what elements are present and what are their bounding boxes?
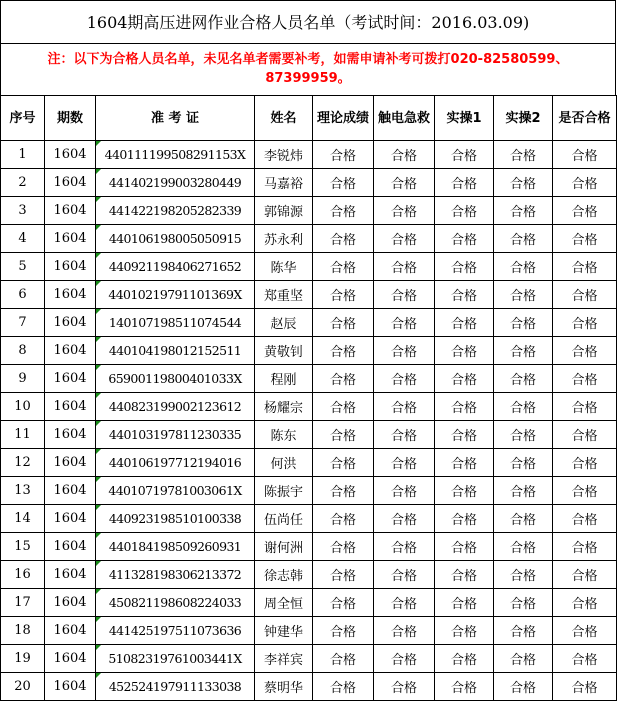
col-header-pass[interactable]: 是否合格 [553, 96, 617, 141]
cell-cert[interactable]: 44010219791101369X [96, 281, 255, 309]
cell-cert[interactable]: 440111199508291153X [96, 141, 255, 169]
cell-pass[interactable]: 合格 [553, 645, 617, 673]
cell-theory[interactable]: 合格 [313, 561, 374, 589]
col-header-theory[interactable]: 理论成绩 [313, 96, 374, 141]
cell-shock[interactable]: 合格 [374, 533, 435, 561]
cell-op1[interactable]: 合格 [435, 281, 494, 309]
cell-op1[interactable]: 合格 [435, 617, 494, 645]
cell-cert[interactable]: 411328198306213372 [96, 561, 255, 589]
cell-cert[interactable]: 440921198406271652 [96, 253, 255, 281]
col-header-op2[interactable]: 实操2 [494, 96, 553, 141]
cell-op2[interactable]: 合格 [494, 393, 553, 421]
cell-cert[interactable]: 440106198005050915 [96, 225, 255, 253]
cell-cert[interactable]: 440823199002123612 [96, 393, 255, 421]
col-header-cert[interactable]: 准 考 证 [96, 96, 255, 141]
cell-seq[interactable]: 13 [1, 477, 45, 505]
cell-pass[interactable]: 合格 [553, 309, 617, 337]
cell-pass[interactable]: 合格 [553, 589, 617, 617]
cell-seq[interactable]: 7 [1, 309, 45, 337]
cell-theory[interactable]: 合格 [313, 617, 374, 645]
cell-op2[interactable]: 合格 [494, 253, 553, 281]
cell-pass[interactable]: 合格 [553, 225, 617, 253]
cell-period[interactable]: 1604 [45, 673, 96, 701]
cell-seq[interactable]: 20 [1, 673, 45, 701]
table-row [1, 449, 617, 477]
cell-op1[interactable]: 合格 [435, 477, 494, 505]
cell-seq[interactable]: 3 [1, 197, 45, 225]
cell-op2[interactable]: 合格 [494, 449, 553, 477]
cell-cert[interactable]: 44010719781003061X [96, 477, 255, 505]
cell-op2[interactable]: 合格 [494, 141, 553, 169]
cell-seq[interactable]: 4 [1, 225, 45, 253]
cell-pass[interactable]: 合格 [553, 281, 617, 309]
cell-op2[interactable]: 合格 [494, 645, 553, 673]
cell-period[interactable]: 1604 [45, 589, 96, 617]
cell-shock[interactable]: 合格 [374, 589, 435, 617]
cell-cert[interactable]: 440103197811230335 [96, 421, 255, 449]
table-row [1, 169, 617, 197]
cell-pass[interactable]: 合格 [553, 421, 617, 449]
cell-op1[interactable]: 合格 [435, 141, 494, 169]
cell-op2[interactable]: 合格 [494, 617, 553, 645]
table-row [1, 533, 617, 561]
cell-op1[interactable]: 合格 [435, 589, 494, 617]
cell-cert[interactable]: 441422198205282339 [96, 197, 255, 225]
cell-period[interactable]: 1604 [45, 421, 96, 449]
cell-cert[interactable]: 452524197911133038 [96, 673, 255, 701]
cell-pass[interactable]: 合格 [553, 617, 617, 645]
cell-op1[interactable]: 合格 [435, 197, 494, 225]
cell-period[interactable]: 1604 [45, 645, 96, 673]
cell-seq[interactable]: 19 [1, 645, 45, 673]
cell-op2[interactable]: 合格 [494, 589, 553, 617]
cell-op2[interactable]: 合格 [494, 561, 553, 589]
cell-shock[interactable]: 合格 [374, 421, 435, 449]
cell-cert[interactable]: 450821198608224033 [96, 589, 255, 617]
cell-seq[interactable]: 18 [1, 617, 45, 645]
cell-shock[interactable]: 合格 [374, 253, 435, 281]
cell-seq[interactable]: 12 [1, 449, 45, 477]
table-row [1, 365, 617, 393]
cell-op2[interactable]: 合格 [494, 169, 553, 197]
col-header-name[interactable]: 姓名 [255, 96, 313, 141]
cell-op1[interactable]: 合格 [435, 309, 494, 337]
cell-seq[interactable]: 10 [1, 393, 45, 421]
notice-text[interactable]: 注：以下为合格人员名单，未见名单者需要补考，如需申请补考可拨打020-82580599、87399959。 [0, 43, 616, 95]
cell-op1[interactable]: 合格 [435, 253, 494, 281]
cell-op1[interactable]: 合格 [435, 337, 494, 365]
cell-shock[interactable]: 合格 [374, 365, 435, 393]
cell-name[interactable]: 苏永利 [255, 225, 313, 253]
cell-cert[interactable]: 65900119800401033X [96, 365, 255, 393]
cell-shock[interactable]: 合格 [374, 393, 435, 421]
table-row [1, 309, 617, 337]
cell-period[interactable]: 1604 [45, 197, 96, 225]
cell-period[interactable]: 1604 [45, 393, 96, 421]
cell-op1[interactable]: 合格 [435, 421, 494, 449]
cell-theory[interactable]: 合格 [313, 225, 374, 253]
cell-op1[interactable]: 合格 [435, 225, 494, 253]
cell-cert[interactable]: 441402199003280449 [96, 169, 255, 197]
cell-theory[interactable]: 合格 [313, 281, 374, 309]
cell-shock[interactable]: 合格 [374, 281, 435, 309]
cell-name[interactable]: 黄敬钊 [255, 337, 313, 365]
cell-seq[interactable]: 8 [1, 337, 45, 365]
cell-period[interactable]: 1604 [45, 281, 96, 309]
cell-shock[interactable]: 合格 [374, 141, 435, 169]
cell-name[interactable]: 谢何洲 [255, 533, 313, 561]
cell-pass[interactable]: 合格 [553, 505, 617, 533]
cell-period[interactable]: 1604 [45, 141, 96, 169]
col-header-period[interactable]: 期数 [45, 96, 96, 141]
cell-shock[interactable]: 合格 [374, 673, 435, 701]
cell-seq[interactable]: 1 [1, 141, 45, 169]
cell-theory[interactable]: 合格 [313, 393, 374, 421]
cell-op1[interactable]: 合格 [435, 169, 494, 197]
table-row [1, 589, 617, 617]
cell-seq[interactable]: 6 [1, 281, 45, 309]
cell-shock[interactable]: 合格 [374, 225, 435, 253]
cell-period[interactable]: 1604 [45, 449, 96, 477]
cell-theory[interactable]: 合格 [313, 169, 374, 197]
cell-name[interactable]: 伍尚任 [255, 505, 313, 533]
cell-theory[interactable]: 合格 [313, 449, 374, 477]
cell-op1[interactable]: 合格 [435, 449, 494, 477]
cell-cert[interactable]: 440184198509260931 [96, 533, 255, 561]
table-row [1, 673, 617, 701]
cell-op2[interactable]: 合格 [494, 337, 553, 365]
cell-shock[interactable]: 合格 [374, 505, 435, 533]
cell-pass[interactable]: 合格 [553, 253, 617, 281]
cell-period[interactable]: 1604 [45, 169, 96, 197]
cell-op1[interactable]: 合格 [435, 673, 494, 701]
cell-cert[interactable]: 440104198012152511 [96, 337, 255, 365]
col-header-op1[interactable]: 实操1 [435, 96, 494, 141]
table-row [1, 141, 617, 169]
cell-cert[interactable]: 441425197511073636 [96, 617, 255, 645]
cell-pass[interactable]: 合格 [553, 673, 617, 701]
header-row [1, 96, 617, 141]
cell-shock[interactable]: 合格 [374, 309, 435, 337]
cell-op2[interactable]: 合格 [494, 365, 553, 393]
table-row [1, 197, 617, 225]
cell-name[interactable]: 郭锦源 [255, 197, 313, 225]
cell-name[interactable]: 赵辰 [255, 309, 313, 337]
cell-name[interactable]: 蔡明华 [255, 673, 313, 701]
cell-seq[interactable]: 11 [1, 421, 45, 449]
cell-op2[interactable]: 合格 [494, 225, 553, 253]
cell-name[interactable]: 李祥宾 [255, 645, 313, 673]
cell-pass[interactable]: 合格 [553, 533, 617, 561]
cell-op2[interactable]: 合格 [494, 673, 553, 701]
cell-name[interactable]: 郑重坚 [255, 281, 313, 309]
cell-shock[interactable]: 合格 [374, 449, 435, 477]
cell-op1[interactable]: 合格 [435, 505, 494, 533]
cell-cert[interactable]: 440923198510100338 [96, 505, 255, 533]
cell-period[interactable]: 1604 [45, 477, 96, 505]
cell-period[interactable]: 1604 [45, 309, 96, 337]
cell-seq[interactable]: 5 [1, 253, 45, 281]
cell-name[interactable]: 何洪 [255, 449, 313, 477]
cell-name[interactable]: 钟建华 [255, 617, 313, 645]
cell-op2[interactable]: 合格 [494, 281, 553, 309]
cell-period[interactable]: 1604 [45, 505, 96, 533]
cell-period[interactable]: 1604 [45, 225, 96, 253]
cell-name[interactable]: 徐志韩 [255, 561, 313, 589]
cell-op2[interactable]: 合格 [494, 477, 553, 505]
cell-pass[interactable]: 合格 [553, 141, 617, 169]
cell-shock[interactable]: 合格 [374, 645, 435, 673]
cell-period[interactable]: 1604 [45, 253, 96, 281]
cell-theory[interactable]: 合格 [313, 365, 374, 393]
cell-theory[interactable]: 合格 [313, 673, 374, 701]
cell-pass[interactable]: 合格 [553, 169, 617, 197]
cell-seq[interactable]: 9 [1, 365, 45, 393]
cell-name[interactable]: 杨耀宗 [255, 393, 313, 421]
cell-shock[interactable]: 合格 [374, 617, 435, 645]
cell-theory[interactable]: 合格 [313, 533, 374, 561]
cell-theory[interactable]: 合格 [313, 589, 374, 617]
col-header-shock[interactable]: 触电急救 [374, 96, 435, 141]
cell-pass[interactable]: 合格 [553, 197, 617, 225]
cell-theory[interactable]: 合格 [313, 253, 374, 281]
cell-pass[interactable]: 合格 [553, 477, 617, 505]
cell-shock[interactable]: 合格 [374, 561, 435, 589]
cell-op2[interactable]: 合格 [494, 533, 553, 561]
cell-theory[interactable]: 合格 [313, 477, 374, 505]
cell-period[interactable]: 1604 [45, 617, 96, 645]
cell-theory[interactable]: 合格 [313, 309, 374, 337]
cell-name[interactable]: 马嘉裕 [255, 169, 313, 197]
cell-cert[interactable]: 140107198511074544 [96, 309, 255, 337]
table-row [1, 617, 617, 645]
pass-list-table [0, 95, 617, 701]
cell-cert[interactable]: 440106197712194016 [96, 449, 255, 477]
cell-seq[interactable]: 15 [1, 533, 45, 561]
cell-op2[interactable]: 合格 [494, 309, 553, 337]
table-row [1, 505, 617, 533]
cell-pass[interactable]: 合格 [553, 337, 617, 365]
cell-theory[interactable]: 合格 [313, 645, 374, 673]
cell-pass[interactable]: 合格 [553, 365, 617, 393]
cell-op2[interactable]: 合格 [494, 421, 553, 449]
cell-cert[interactable]: 51082319761003441X [96, 645, 255, 673]
cell-pass[interactable]: 合格 [553, 393, 617, 421]
cell-name[interactable]: 陈振宇 [255, 477, 313, 505]
cell-pass[interactable]: 合格 [553, 449, 617, 477]
cell-period[interactable]: 1604 [45, 561, 96, 589]
cell-theory[interactable]: 合格 [313, 197, 374, 225]
cell-name[interactable]: 李锐炜 [255, 141, 313, 169]
cell-shock[interactable]: 合格 [374, 197, 435, 225]
cell-seq[interactable]: 2 [1, 169, 45, 197]
cell-shock[interactable]: 合格 [374, 337, 435, 365]
cell-period[interactable]: 1604 [45, 365, 96, 393]
cell-name[interactable]: 陈东 [255, 421, 313, 449]
cell-name[interactable]: 程刚 [255, 365, 313, 393]
table-row [1, 421, 617, 449]
sheet-title[interactable]: 1604期高压进网作业合格人员名单（考试时间：2016.03.09) [0, 0, 616, 43]
cell-pass[interactable]: 合格 [553, 561, 617, 589]
cell-period[interactable]: 1604 [45, 533, 96, 561]
cell-op1[interactable]: 合格 [435, 393, 494, 421]
cell-theory[interactable]: 合格 [313, 505, 374, 533]
cell-op2[interactable]: 合格 [494, 197, 553, 225]
table-row [1, 561, 617, 589]
cell-seq[interactable]: 14 [1, 505, 45, 533]
cell-op2[interactable]: 合格 [494, 505, 553, 533]
table-row [1, 645, 617, 673]
cell-period[interactable]: 1604 [45, 337, 96, 365]
cell-theory[interactable]: 合格 [313, 337, 374, 365]
cell-shock[interactable]: 合格 [374, 169, 435, 197]
cell-seq[interactable]: 17 [1, 589, 45, 617]
cell-theory[interactable]: 合格 [313, 141, 374, 169]
col-header-seq[interactable]: 序号 [1, 96, 45, 141]
table-row [1, 393, 617, 421]
cell-op1[interactable]: 合格 [435, 533, 494, 561]
table-row [1, 477, 617, 505]
cell-name[interactable]: 陈华 [255, 253, 313, 281]
table-row [1, 253, 617, 281]
cell-op1[interactable]: 合格 [435, 645, 494, 673]
table-row [1, 225, 617, 253]
cell-theory[interactable]: 合格 [313, 421, 374, 449]
cell-seq[interactable]: 16 [1, 561, 45, 589]
cell-name[interactable]: 周全恒 [255, 589, 313, 617]
table-row [1, 281, 617, 309]
cell-shock[interactable]: 合格 [374, 477, 435, 505]
table-row [1, 337, 617, 365]
cell-op1[interactable]: 合格 [435, 365, 494, 393]
cell-op1[interactable]: 合格 [435, 561, 494, 589]
